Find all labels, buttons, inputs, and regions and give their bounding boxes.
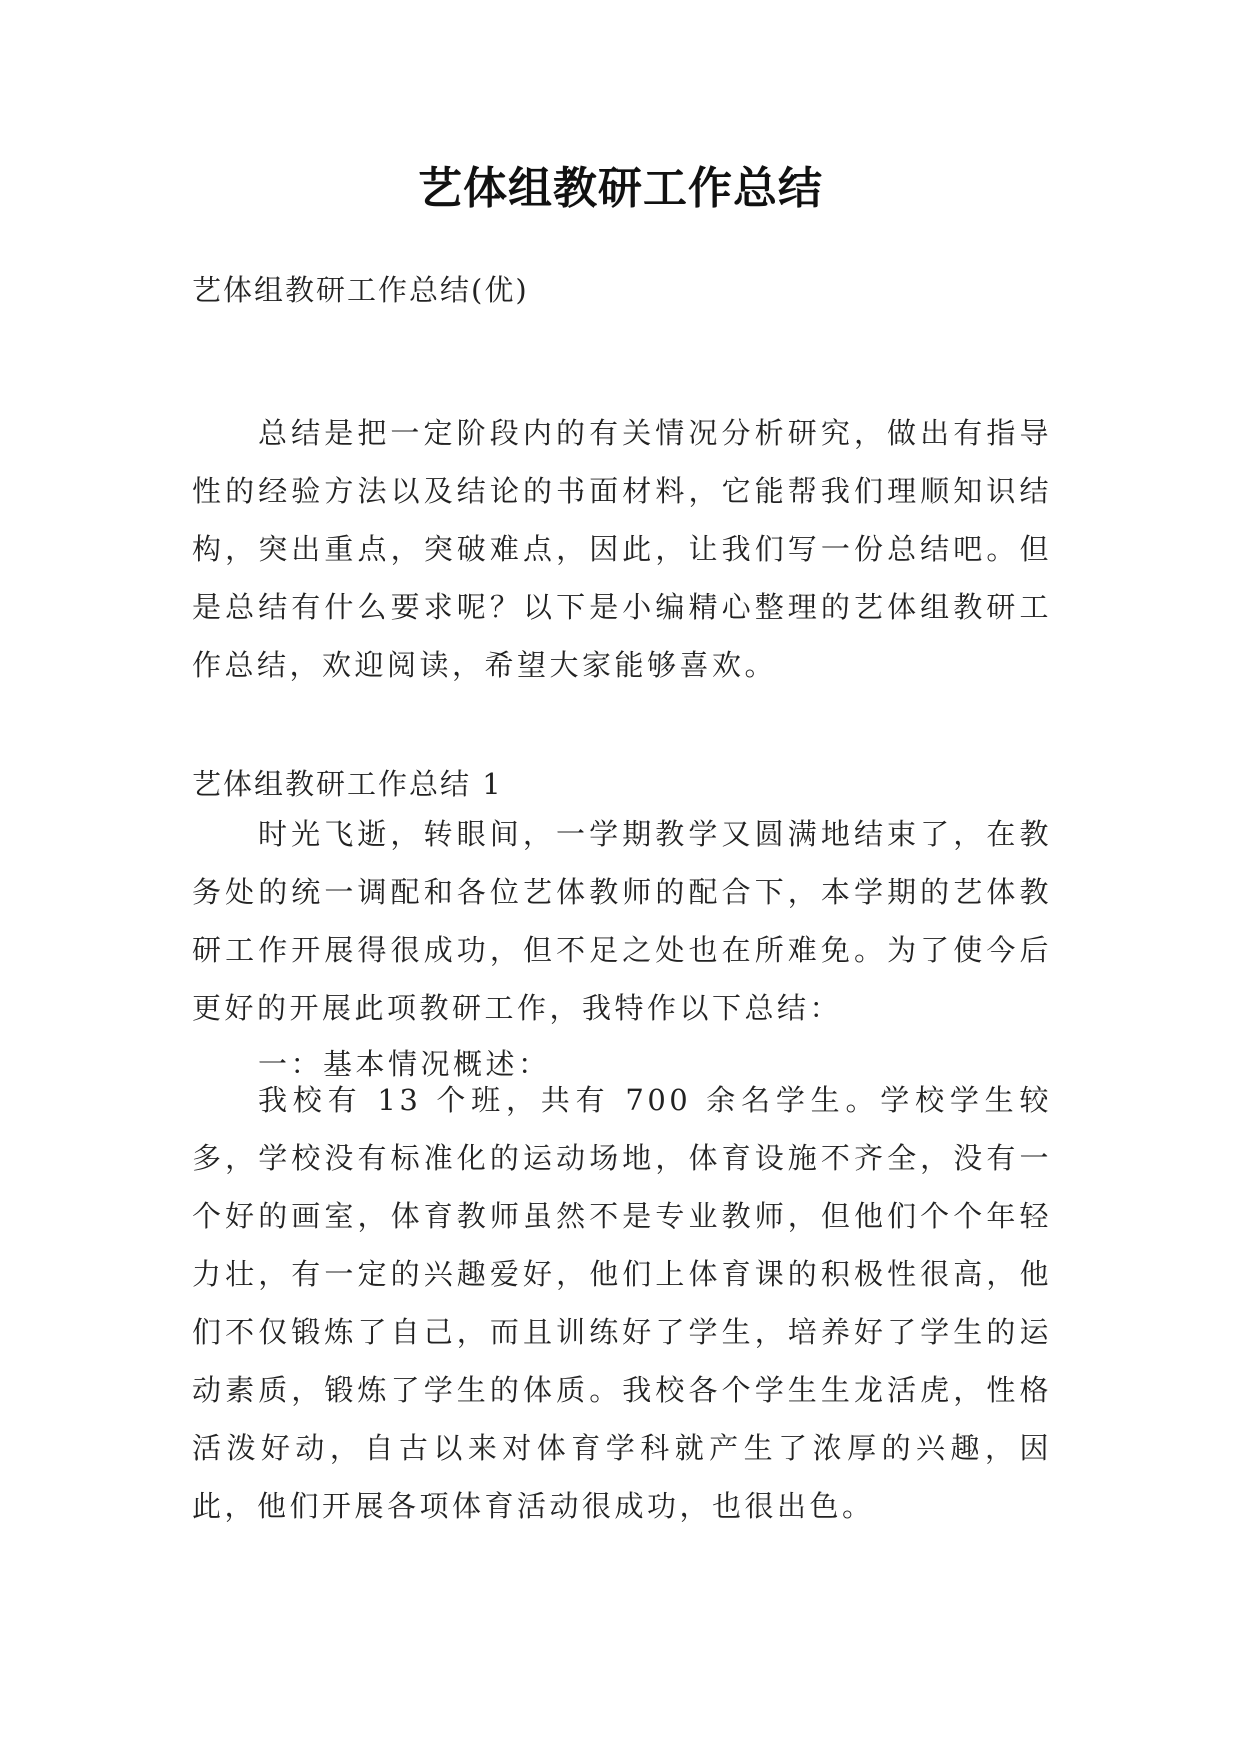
section-paragraph-2: 我校有 13 个班，共有 700 余名学生。学校学生较多，学校没有标准化的运动场地，体育设施不齐全，没有一个好的画室，体育教师虽然不是专业教师，但他们个个年轻力壮，有一定的兴趣爱好，他们上体育课的积极性很高，他们不仅锻炼了自己，而且训练好了学生，培养好了学生的运动素质，锻炼了学生的体质。我校各个学生生龙活虎，性格活泼好动，自古以来对体育学科就产生了浓厚的兴趣，因此，他们开展各项体育活动很成功，也很出色。 [192, 1083, 1052, 1523]
document-title: 艺体组教研工作总结 [418, 163, 823, 214]
section-title: 艺体组教研工作总结 1 [192, 767, 503, 801]
document-subtitle: 艺体组教研工作总结(优) [192, 273, 529, 307]
section-paragraph-1: 时光飞逝，转眼间，一学期教学又圆满地结束了，在教务处的统一调配和各位艺体教师的配合下，本学期的艺体教研工作开展得很成功，但不足之处也在所难免。为了使今后更好的开展此项教研工作，我特作以下总结： [192, 817, 1052, 1025]
intro-paragraph: 总结是把一定阶段内的有关情况分析研究，做出有指导性的经验方法以及结论的书面材料，它能帮我们理顺知识结构，突出重点，突破难点，因此，让我们写一份总结吧。但是总结有什么要求呢？以下是小编精心整理的艺体组教研工作总结，欢迎阅读，希望大家能够喜欢。 [192, 416, 1052, 682]
subheading-basic-overview: 一：基本情况概述： [258, 1047, 551, 1081]
